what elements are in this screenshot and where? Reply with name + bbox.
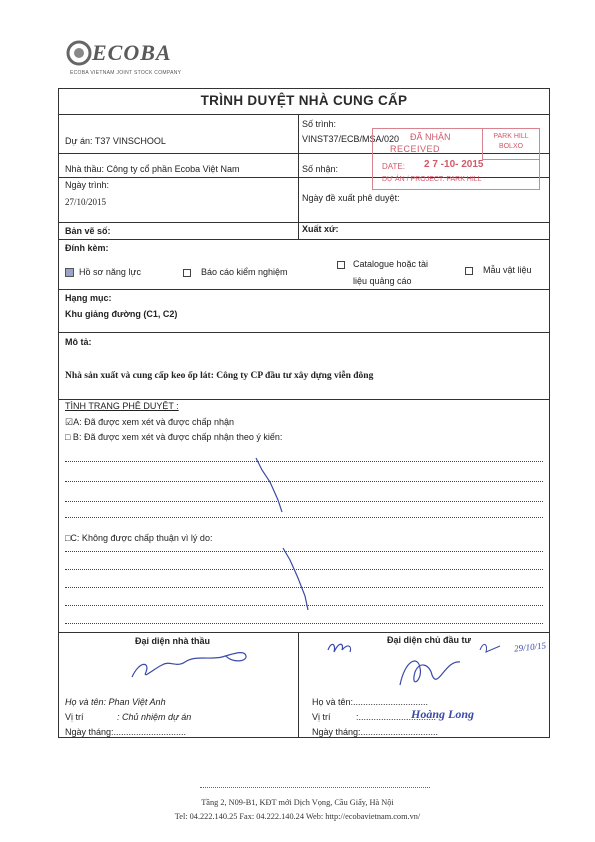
stamp-date-value: 2 7 -10- 2015 — [424, 159, 484, 170]
contractor-position-value: : Chủ nhiệm dự án — [117, 712, 192, 722]
contractor-name: Họ và tên: Phan Việt Anh — [65, 697, 166, 707]
contractor-rep-label: Đại diện nhà thầu — [135, 636, 211, 646]
submission-no-value: VINST37/ECB/MSA/020 — [302, 134, 400, 144]
stamp-project-line: DỰ ÁN / PROJECT: PARK HILL — [382, 176, 482, 183]
stamp-line1: ĐÃ NHẬN — [410, 132, 451, 142]
attachment-capability: Hồ sơ năng lực — [65, 267, 141, 277]
received-stamp — [372, 128, 542, 190]
attachment-samples: Mẫu vật liệu — [465, 265, 532, 275]
category-value: Khu giảng đường (C1, C2) — [65, 309, 178, 319]
description-value: Nhà sản xuất và cung cấp keo ốp lát: Công ty CP đầu tư xây dựng viễn đông — [65, 371, 374, 381]
owner-position-value: :............................... — [356, 712, 437, 722]
owner-handwritten-date: 29/10/15 — [513, 640, 547, 654]
attachment-test-report: Báo cáo kiểm nghiệm — [183, 267, 288, 277]
stamp-line2: RECEIVED — [390, 144, 441, 154]
contractor-label: Nhà thầu: Công ty cổ phần Ecoba Việt Nam — [65, 164, 240, 174]
category-label: Hạng mục: — [65, 293, 112, 303]
footer-address: Tầng 2, N09-B1, KĐT mới Dịch Vọng, Cầu Giấy, Hà Nội — [201, 798, 394, 807]
stamp-project-box: PARK HILL BOLXO — [482, 128, 540, 160]
receipt-no-label: Số nhận: — [302, 164, 339, 174]
project-label: Dự án: T37 VINSCHOOL — [65, 136, 166, 146]
footer-divider — [200, 787, 430, 788]
submit-date-label: Ngày trình: — [65, 180, 110, 190]
submission-no-label: Số trình: — [302, 119, 337, 129]
option-b-approved-with-comments: □ B: Đã được xem xét và được chấp nhận theo ý kiến: — [65, 432, 283, 442]
owner-name: Họ và tên:.............................. — [312, 697, 429, 707]
owner-handwritten-name: Hoàng Long — [411, 707, 475, 721]
description-label: Mô tả: — [65, 337, 92, 347]
attachment-catalogue-line2: liệu quảng cáo — [353, 276, 412, 286]
form-title: TRÌNH DUYỆT NHÀ CUNG CẤP — [200, 93, 408, 108]
approval-slash-mark — [256, 458, 282, 512]
owner-initials — [328, 644, 351, 652]
approval-status-label: TÌNH TRẠNG PHÊ DUYỆT : — [65, 401, 179, 411]
owner-date-scribble — [480, 644, 500, 652]
contractor-position-label: Vị trí — [65, 712, 84, 722]
company-subtitle: ECOBA VIETNAM JOINT STOCK COMPANY — [70, 70, 182, 76]
footer-contact: Tel: 04.222.140.25 Fax: 04.222.140.24 Web: http://ecobavietnam.com.vn/ — [174, 812, 421, 821]
attachment-catalogue: Catalogue hoặc tài — [337, 259, 428, 269]
stamp-date-label: DATE: — [382, 162, 405, 171]
contractor-signature — [132, 653, 246, 677]
owner-position-label: Vị trí — [312, 712, 331, 722]
owner-date: Ngày tháng:............................... — [312, 727, 439, 737]
rejection-slash-mark — [283, 548, 308, 610]
submit-date-value: 27/10/2015 — [65, 197, 107, 207]
proposed-date-label: Ngày đề xuất phê duyệt: — [302, 193, 400, 203]
contractor-date: Ngày tháng:............................. — [65, 727, 187, 737]
owner-signature — [400, 661, 460, 685]
option-a-approved: ☑A: Đã được xem xét và được chấp nhận — [65, 417, 234, 427]
owner-rep-label: Đại diện chủ đầu tư — [387, 635, 472, 645]
drawing-no-label: Bản vẽ số: — [65, 226, 111, 236]
logo-wordmark: ECOBA — [92, 40, 172, 65]
option-c-rejected: □C: Không được chấp thuận vì lý do: — [65, 533, 213, 543]
attachments-label: Đính kèm: — [65, 243, 109, 253]
origin-label: Xuất xứ: — [302, 224, 339, 234]
